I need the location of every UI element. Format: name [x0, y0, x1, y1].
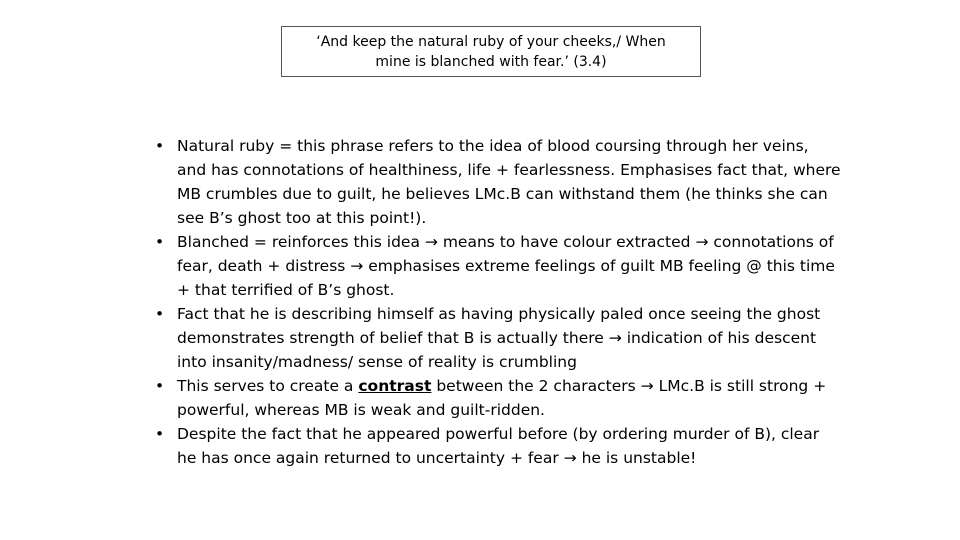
- arrow-right-icon: →: [695, 233, 709, 251]
- arrow-right-icon: →: [640, 377, 654, 395]
- quote-line-2: mine is blanched with fear.’ (3.4): [375, 53, 607, 70]
- quote-line-1: ‘And keep the natural ruby of your cheeks,/ When: [316, 33, 666, 50]
- note-text: LMc.B is still strong + powerful, whereas MB is weak and guilt-ridden.: [177, 377, 827, 419]
- note-text: Natural ruby = this phrase refers to the idea of blood coursing through her veins, and has connotations of healthiness, life + fearlessness. Emphasises fact that, where MB crumbles due to guilt, he believes LMc.B can withstand them (he thinks she can see B’s ghost too at this point!).: [177, 137, 841, 227]
- note-text: Despite the fact that he appeared powerful before (by ordering murder of B), clear he has once again returned to uncertainty + fear: [177, 425, 820, 467]
- arrow-right-icon: →: [608, 329, 622, 347]
- list-item: [152, 422, 842, 470]
- arrow-right-icon: →: [424, 233, 438, 251]
- quote-box: [281, 26, 701, 77]
- note-text: Blanched = reinforces this idea: [177, 233, 420, 251]
- list-item: [152, 134, 842, 230]
- note-text: This serves to create a: [177, 377, 354, 395]
- list-item: [152, 374, 842, 422]
- list-item: [152, 302, 842, 374]
- bullet-icon: •: [155, 305, 165, 323]
- arrow-right-icon: →: [563, 449, 577, 467]
- arrow-right-icon: →: [350, 257, 364, 275]
- note-text: indication of his descent into insanity/madness/ sense of reality is crumbling: [177, 329, 817, 371]
- emphasis-contrast: contrast: [358, 377, 432, 395]
- bullet-icon: •: [155, 137, 165, 155]
- analysis-bullet-list: [152, 134, 842, 470]
- bullet-icon: •: [155, 377, 165, 395]
- note-text: Fact that he is describing himself as having physically paled once seeing the ghost demonstrates strength of belief that B is actually there: [177, 305, 821, 347]
- note-text: means to have colour extracted: [442, 233, 691, 251]
- note-text: connotations of fear, death + distress: [177, 233, 834, 275]
- quote-text: [316, 32, 665, 72]
- note-text: between the 2 characters: [436, 377, 636, 395]
- bullet-icon: •: [155, 233, 165, 251]
- note-text: emphasises extreme feelings of guilt MB feeling @ this time + that terrified of B’s ghost.: [177, 257, 835, 299]
- bullet-icon: •: [155, 425, 165, 443]
- list-item: [152, 230, 842, 302]
- note-text: he is unstable!: [581, 449, 697, 467]
